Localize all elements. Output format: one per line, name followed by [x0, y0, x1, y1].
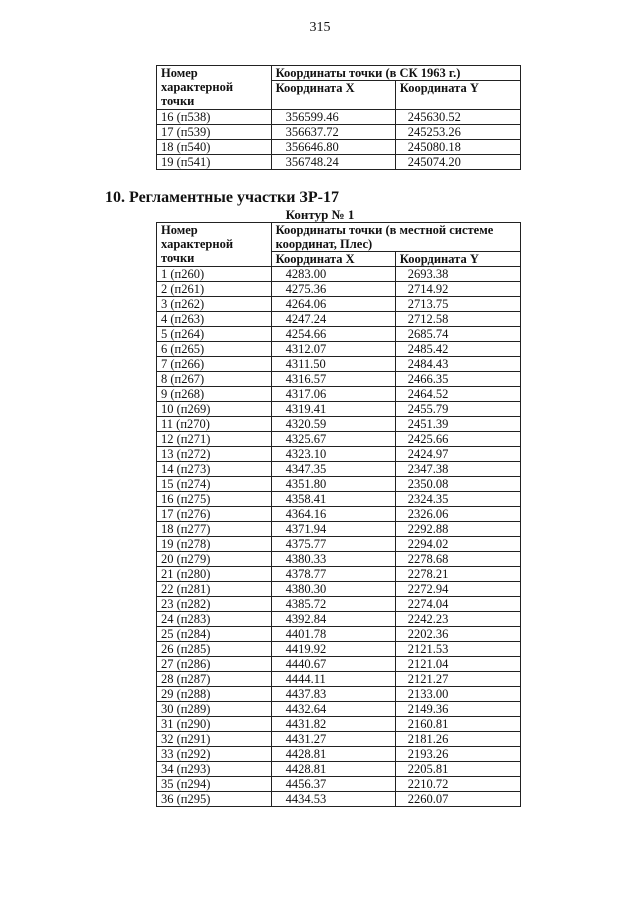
cell-y: 2466.35	[395, 372, 520, 387]
table-row	[157, 597, 521, 612]
cell-x: 4319.41	[271, 402, 395, 417]
cell-point: 16 (п538)	[157, 110, 272, 125]
cell-y: 2121.27	[395, 672, 520, 687]
cell-x: 4428.81	[271, 762, 395, 777]
cell-x: 4444.11	[271, 672, 395, 687]
table-row	[157, 612, 521, 627]
cell-y: 245074.20	[395, 155, 520, 170]
cell-point: 22 (п281)	[157, 582, 272, 597]
page-number: 315	[309, 20, 331, 35]
cell-y: 2347.38	[395, 462, 520, 477]
cell-x: 4325.67	[271, 432, 395, 447]
cell-y: 245630.52	[395, 110, 520, 125]
cell-x: 4364.16	[271, 507, 395, 522]
cell-y: 2278.21	[395, 567, 520, 582]
cell-x: 4247.24	[271, 312, 395, 327]
table-row	[157, 342, 521, 357]
table-row	[157, 717, 521, 732]
table-row	[157, 447, 521, 462]
cell-y: 245080.18	[395, 140, 520, 155]
table-row	[157, 522, 521, 537]
cell-y: 2160.81	[395, 717, 520, 732]
header-coordinates: Координаты точки (в местной системе координат, Плес)	[271, 223, 520, 252]
cell-y: 2260.07	[395, 792, 520, 807]
table-row	[157, 432, 521, 447]
table-row	[157, 417, 521, 432]
cell-point: 12 (п271)	[157, 432, 272, 447]
coordinates-table-local	[156, 222, 521, 807]
cell-y: 2292.88	[395, 522, 520, 537]
cell-point: 18 (п540)	[157, 140, 272, 155]
cell-point: 8 (п267)	[157, 372, 272, 387]
section-title: 10. Регламентные участки ЗР-17	[105, 189, 339, 206]
cell-x: 4401.78	[271, 627, 395, 642]
cell-point: 31 (п290)	[157, 717, 272, 732]
cell-x: 4431.82	[271, 717, 395, 732]
cell-y: 2181.26	[395, 732, 520, 747]
cell-x: 4371.94	[271, 522, 395, 537]
table2-body	[157, 267, 521, 807]
cell-point: 7 (п266)	[157, 357, 272, 372]
cell-point: 23 (п282)	[157, 597, 272, 612]
table-row	[157, 672, 521, 687]
cell-point: 17 (п539)	[157, 125, 272, 140]
table-row	[157, 327, 521, 342]
table-row	[157, 762, 521, 777]
table-row	[157, 657, 521, 672]
cell-y: 2464.52	[395, 387, 520, 402]
cell-y: 2425.66	[395, 432, 520, 447]
cell-point: 30 (п289)	[157, 702, 272, 717]
table-row	[157, 627, 521, 642]
cell-x: 4440.67	[271, 657, 395, 672]
cell-x: 4380.33	[271, 552, 395, 567]
cell-point: 19 (п541)	[157, 155, 272, 170]
cell-x: 4434.53	[271, 792, 395, 807]
cell-point: 3 (п262)	[157, 297, 272, 312]
table-row	[157, 312, 521, 327]
cell-point: 25 (п284)	[157, 627, 272, 642]
cell-y: 2242.23	[395, 612, 520, 627]
table-row	[157, 477, 521, 492]
table-row	[157, 642, 521, 657]
cell-x: 4375.77	[271, 537, 395, 552]
table-row	[157, 567, 521, 582]
table-row	[157, 747, 521, 762]
cell-x: 356748.24	[271, 155, 395, 170]
cell-point: 15 (п274)	[157, 477, 272, 492]
cell-y: 2350.08	[395, 477, 520, 492]
cell-point: 26 (п285)	[157, 642, 272, 657]
cell-y: 2133.00	[395, 687, 520, 702]
cell-point: 19 (п278)	[157, 537, 272, 552]
cell-x: 4323.10	[271, 447, 395, 462]
header-y: Координата Y	[395, 252, 520, 267]
cell-x: 4385.72	[271, 597, 395, 612]
table-row	[157, 777, 521, 792]
cell-x: 4264.06	[271, 297, 395, 312]
cell-y: 2205.81	[395, 762, 520, 777]
cell-x: 4428.81	[271, 747, 395, 762]
table-row	[157, 125, 521, 140]
cell-x: 4320.59	[271, 417, 395, 432]
cell-x: 4317.06	[271, 387, 395, 402]
table-row	[157, 552, 521, 567]
cell-y: 2202.36	[395, 627, 520, 642]
cell-x: 356637.72	[271, 125, 395, 140]
table-header-row	[157, 223, 521, 252]
cell-y: 2324.35	[395, 492, 520, 507]
cell-x: 4351.80	[271, 477, 395, 492]
cell-x: 4431.27	[271, 732, 395, 747]
cell-point: 1 (п260)	[157, 267, 272, 282]
cell-point: 9 (п268)	[157, 387, 272, 402]
cell-point: 10 (п269)	[157, 402, 272, 417]
cell-point: 21 (п280)	[157, 567, 272, 582]
cell-point: 24 (п283)	[157, 612, 272, 627]
cell-y: 2693.38	[395, 267, 520, 282]
cell-x: 4456.37	[271, 777, 395, 792]
cell-point: 36 (п295)	[157, 792, 272, 807]
cell-x: 4358.41	[271, 492, 395, 507]
cell-y: 2149.36	[395, 702, 520, 717]
table-row	[157, 492, 521, 507]
cell-point: 6 (п265)	[157, 342, 272, 357]
header-point-number: Номер характерной точки	[157, 223, 272, 267]
cell-y: 2485.42	[395, 342, 520, 357]
table-row	[157, 792, 521, 807]
cell-y: 2278.68	[395, 552, 520, 567]
header-x: Координата X	[271, 252, 395, 267]
cell-point: 33 (п292)	[157, 747, 272, 762]
cell-point: 27 (п286)	[157, 657, 272, 672]
cell-point: 28 (п287)	[157, 672, 272, 687]
cell-y: 2326.06	[395, 507, 520, 522]
table-row	[157, 687, 521, 702]
cell-point: 17 (п276)	[157, 507, 272, 522]
table-row	[157, 462, 521, 477]
cell-y: 2272.94	[395, 582, 520, 597]
table-row	[157, 267, 521, 282]
cell-y: 2484.43	[395, 357, 520, 372]
cell-y: 2294.02	[395, 537, 520, 552]
table-row	[157, 582, 521, 597]
cell-point: 14 (п273)	[157, 462, 272, 477]
coordinates-table-sk1963	[156, 65, 521, 170]
cell-x: 4378.77	[271, 567, 395, 582]
cell-x: 4437.83	[271, 687, 395, 702]
cell-y: 2451.39	[395, 417, 520, 432]
table1-body	[157, 110, 521, 170]
table-row	[157, 155, 521, 170]
cell-point: 5 (п264)	[157, 327, 272, 342]
cell-x: 4347.35	[271, 462, 395, 477]
cell-y: 2424.97	[395, 447, 520, 462]
cell-x: 4275.36	[271, 282, 395, 297]
cell-y: 2210.72	[395, 777, 520, 792]
table-row	[157, 357, 521, 372]
table-row	[157, 372, 521, 387]
cell-point: 34 (п293)	[157, 762, 272, 777]
cell-y: 245253.26	[395, 125, 520, 140]
cell-point: 16 (п275)	[157, 492, 272, 507]
cell-y: 2685.74	[395, 327, 520, 342]
table-row	[157, 297, 521, 312]
cell-point: 29 (п288)	[157, 687, 272, 702]
cell-y: 2274.04	[395, 597, 520, 612]
cell-y: 2714.92	[395, 282, 520, 297]
table-row	[157, 732, 521, 747]
cell-point: 2 (п261)	[157, 282, 272, 297]
cell-x: 4283.00	[271, 267, 395, 282]
table-row	[157, 402, 521, 417]
cell-x: 4311.50	[271, 357, 395, 372]
table-row	[157, 702, 521, 717]
table-row	[157, 110, 521, 125]
cell-point: 32 (п291)	[157, 732, 272, 747]
cell-y: 2455.79	[395, 402, 520, 417]
cell-x: 4432.64	[271, 702, 395, 717]
contour-title: Контур № 1	[285, 207, 355, 222]
cell-x: 4254.66	[271, 327, 395, 342]
cell-point: 11 (п270)	[157, 417, 272, 432]
cell-x: 4419.92	[271, 642, 395, 657]
header-x: Координата X	[271, 81, 395, 110]
header-y: Координата Y	[395, 81, 520, 110]
table-row	[157, 537, 521, 552]
cell-point: 35 (п294)	[157, 777, 272, 792]
cell-y: 2193.26	[395, 747, 520, 762]
cell-y: 2121.53	[395, 642, 520, 657]
cell-x: 4380.30	[271, 582, 395, 597]
header-coordinates: Координаты точки (в СК 1963 г.)	[271, 66, 520, 81]
table-row	[157, 140, 521, 155]
cell-x: 356646.80	[271, 140, 395, 155]
table-header-row	[157, 66, 521, 81]
cell-x: 4316.57	[271, 372, 395, 387]
cell-y: 2713.75	[395, 297, 520, 312]
header-point-number: Номер характерной точки	[157, 66, 272, 110]
cell-x: 4312.07	[271, 342, 395, 357]
table-row	[157, 507, 521, 522]
table-row	[157, 387, 521, 402]
cell-point: 4 (п263)	[157, 312, 272, 327]
cell-point: 20 (п279)	[157, 552, 272, 567]
table-row	[157, 282, 521, 297]
cell-point: 13 (п272)	[157, 447, 272, 462]
cell-y: 2121.04	[395, 657, 520, 672]
cell-point: 18 (п277)	[157, 522, 272, 537]
cell-x: 4392.84	[271, 612, 395, 627]
cell-x: 356599.46	[271, 110, 395, 125]
cell-y: 2712.58	[395, 312, 520, 327]
